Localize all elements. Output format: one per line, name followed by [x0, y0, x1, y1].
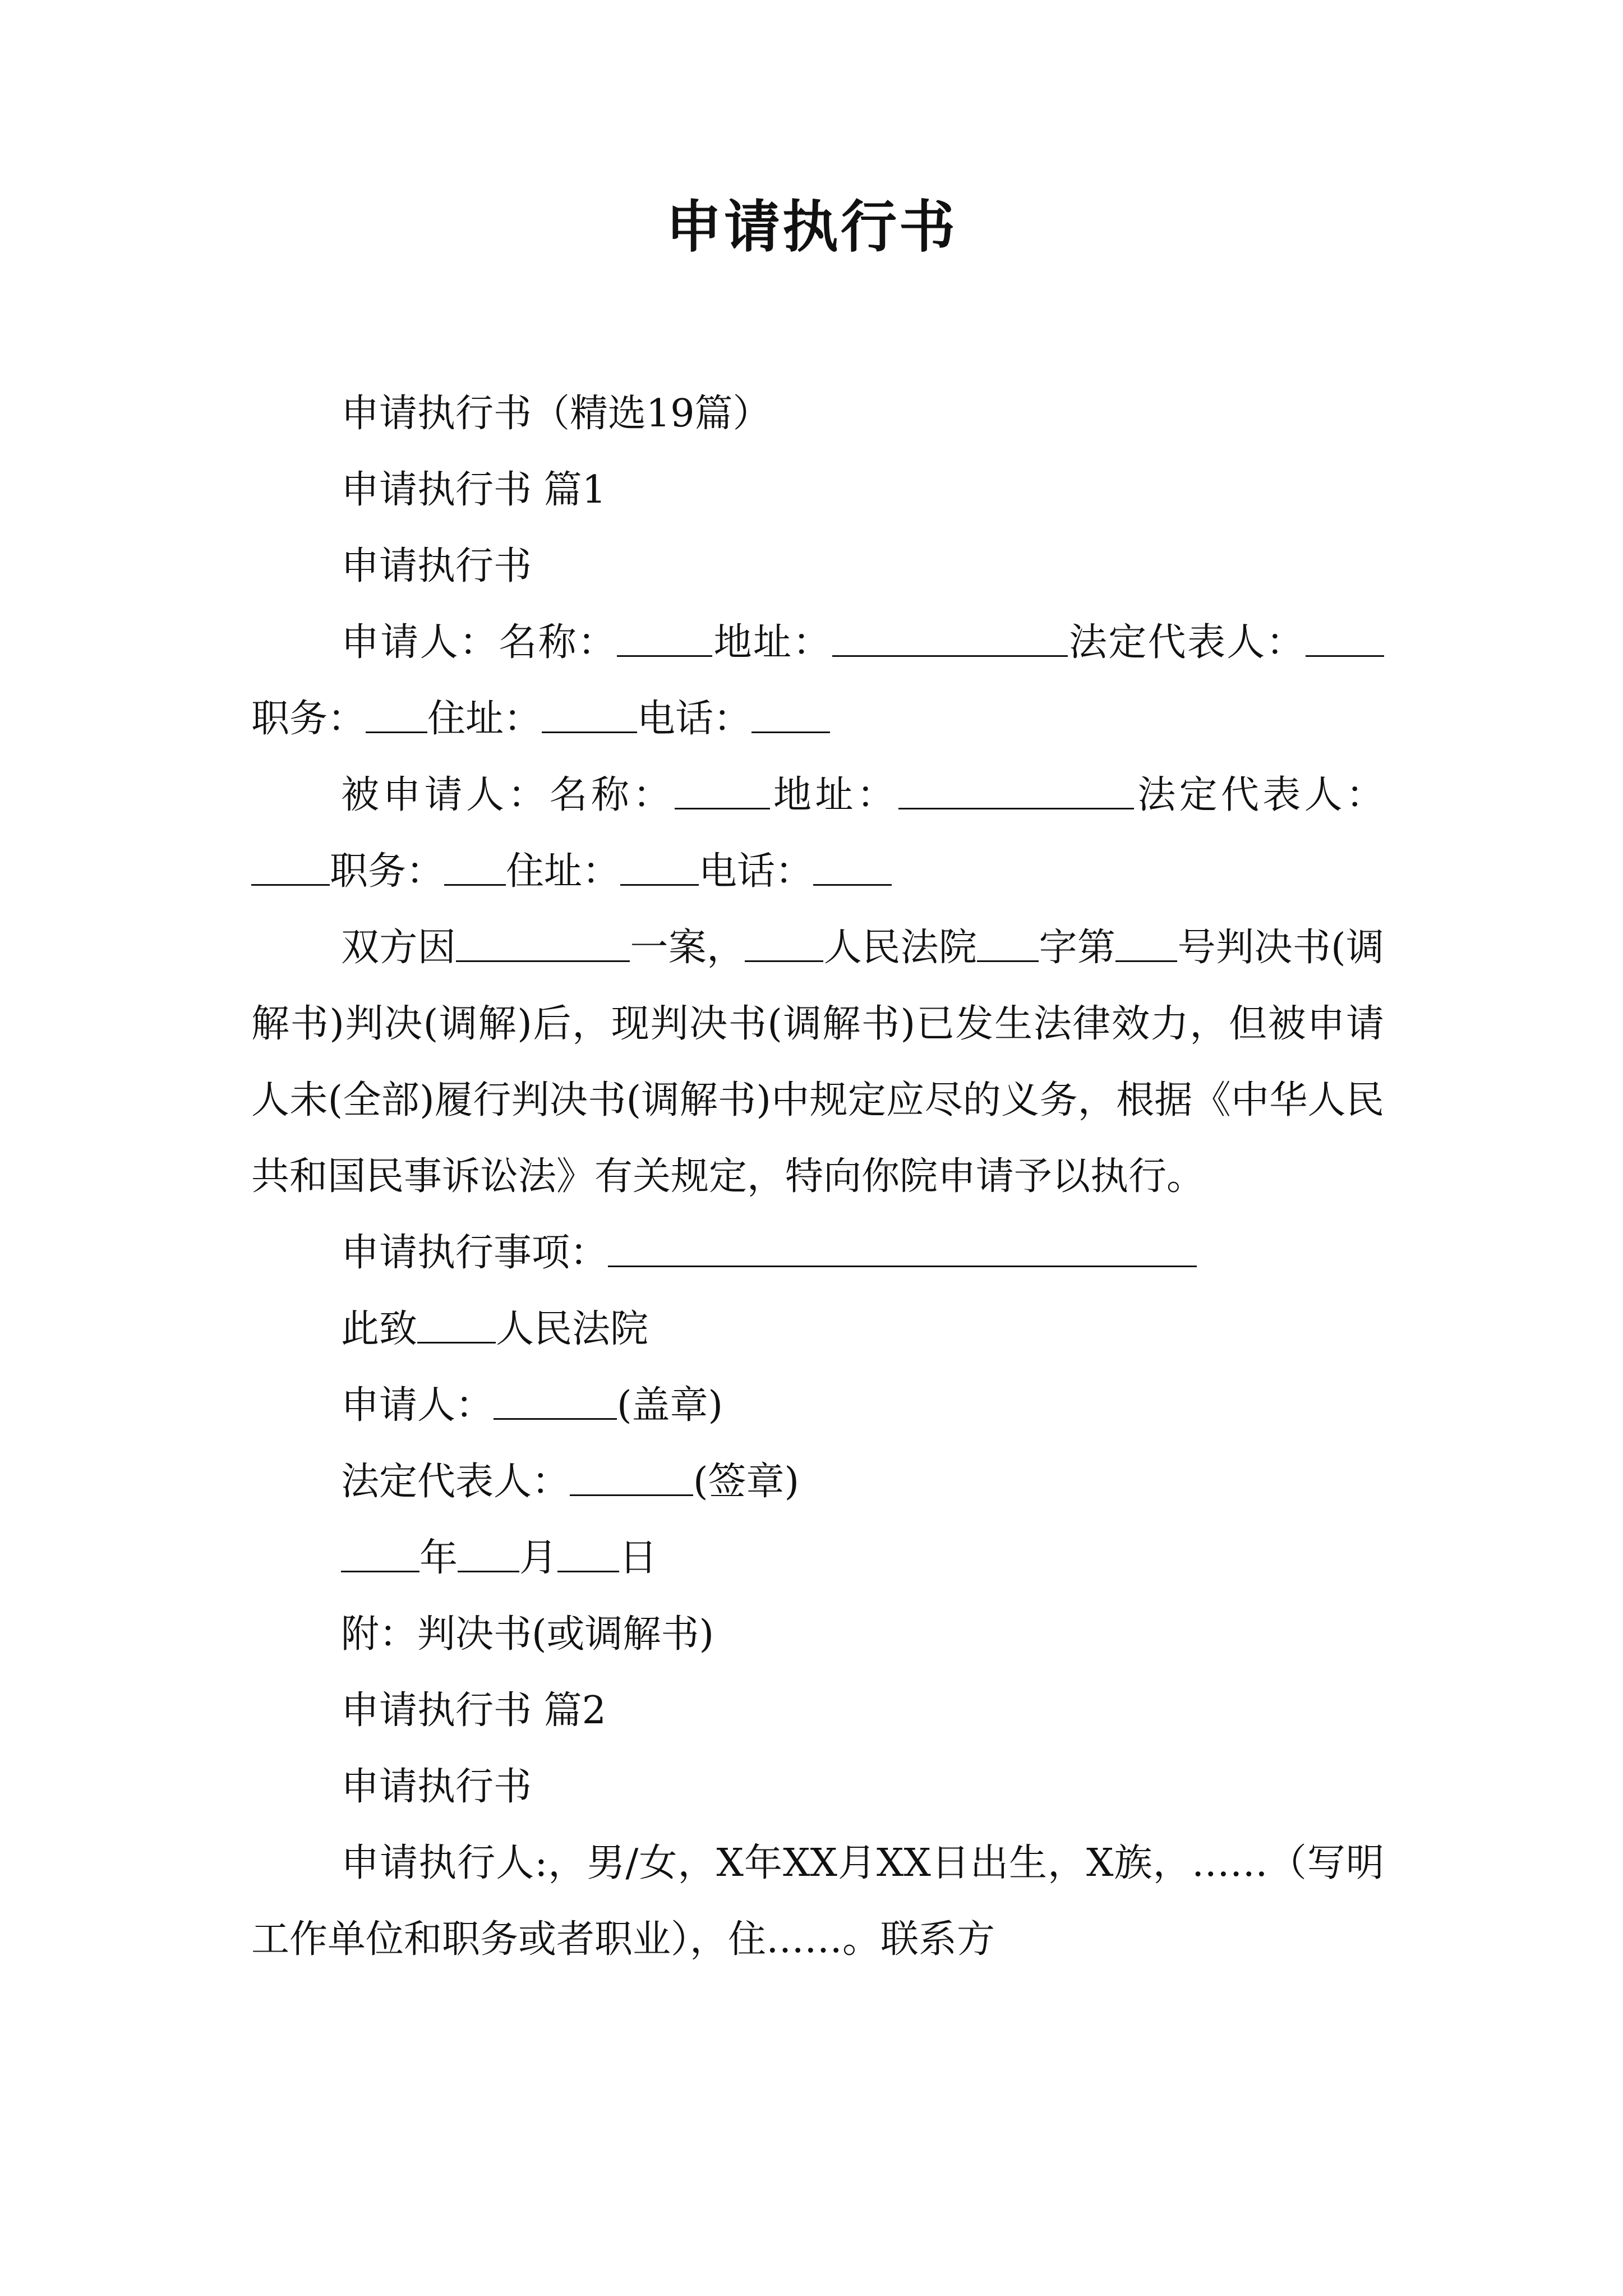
blank-case-number [1115, 926, 1177, 962]
label-applicant-position: 职务： [251, 697, 366, 741]
blank-year [341, 1536, 419, 1572]
blank-respondent-legal-rep [251, 850, 330, 886]
label-respondent-phone: 电话： [699, 849, 814, 894]
blank-applicant-name [617, 621, 712, 657]
paragraph-execution-items [251, 1215, 1384, 1291]
blank-execution-items [608, 1231, 1197, 1267]
blank-respondent-address [898, 774, 1134, 809]
blank-signature-legal-rep [570, 1460, 693, 1496]
blank-month [458, 1536, 519, 1572]
text-month: 月 [519, 1536, 558, 1580]
blank-respondent-position [444, 850, 506, 886]
label-respondent-name: 被申请人：名称： [341, 773, 675, 817]
label-applicant-address: 地址： [712, 620, 832, 665]
label-applicant-legal-rep: 法定代表人： [1067, 620, 1306, 665]
text-court-to: 人民法院 [496, 1307, 649, 1351]
label-signature-applicant: 申请人： [341, 1383, 494, 1428]
label-applicant-name: 申请人：名称： [341, 620, 617, 665]
paragraph-section-1: 申请执行书 篇1 [341, 468, 606, 512]
blank-case-name [456, 926, 630, 962]
label-respondent-position: 职务： [330, 849, 445, 894]
text-case-word: 字第 [1039, 926, 1116, 970]
text-court: 人民法院 [823, 926, 978, 970]
blank-respondent-residence [620, 850, 699, 886]
text-case-suffix: 一案， [630, 926, 745, 970]
blank-signature-applicant [494, 1384, 617, 1420]
blank-applicant-legal-rep [1306, 621, 1384, 657]
paragraph-heading-selection: 申请执行书（精选19篇） [341, 392, 771, 436]
blank-applicant-phone [751, 697, 830, 733]
paragraph-respondent [251, 757, 1384, 910]
blank-applicant-residence [542, 697, 637, 733]
blank-day [557, 1536, 619, 1572]
label-signature-legal-rep: 法定代表人： [341, 1460, 570, 1504]
label-execution-items: 申请执行事项： [341, 1231, 608, 1275]
label-respondent-residence: 住址： [506, 849, 621, 894]
text-case-body: 号判决书(调解书)判决(调解)后，现判决书(调解书)已发生法律效力，但被申请人未(全部)履行判决书(调解书)中规定应尽的义务，根据《中华人民共和国民事诉讼法》有关规定，特向你院申请予以执行。 [251, 926, 1384, 1199]
blank-case-word [977, 926, 1039, 962]
label-respondent-address: 地址： [769, 773, 898, 817]
label-applicant-residence: 住址： [427, 697, 542, 741]
blank-applicant-position [366, 697, 427, 733]
blank-respondent-name [675, 774, 770, 809]
blank-applicant-address [832, 621, 1068, 657]
text-sign: (签章) [693, 1460, 800, 1504]
label-applicant-phone: 电话： [637, 697, 752, 741]
paragraph-subtitle-1: 申请执行书 [341, 544, 532, 588]
paragraph-subtitle-2: 申请执行书 [341, 1765, 532, 1809]
text-year: 年 [419, 1536, 458, 1580]
paragraph-case-statement [251, 910, 1384, 1215]
blank-court-to [417, 1308, 496, 1343]
paragraph-salutation [251, 1291, 1384, 1368]
paragraph-date [251, 1520, 1384, 1596]
document-title: 申请执行书 [666, 194, 957, 260]
paragraph-signature-legal-rep [251, 1444, 1384, 1520]
text-case-prefix: 双方因 [341, 926, 457, 970]
paragraph-applicant [251, 605, 1384, 757]
blank-respondent-phone [813, 850, 892, 886]
text-to: 此致 [341, 1307, 418, 1351]
paragraph-signature-applicant [251, 1368, 1384, 1444]
document-body [251, 376, 1384, 1978]
paragraph-attachment: 附：判决书(或调解书) [341, 1612, 714, 1657]
label-respondent-legal-rep: 法定代表人： [1133, 773, 1384, 817]
text-day: 日 [619, 1536, 658, 1580]
blank-court-name [745, 926, 823, 962]
text-seal: (盖章) [617, 1383, 723, 1428]
paragraph-applicant-info: 申请执行人:，男/女，X年XX月XX日出生，X族，……（写明工作单位和职务或者职业），住……。联系方 [251, 1841, 1384, 1962]
paragraph-section-2: 申请执行书 篇2 [341, 1688, 606, 1733]
